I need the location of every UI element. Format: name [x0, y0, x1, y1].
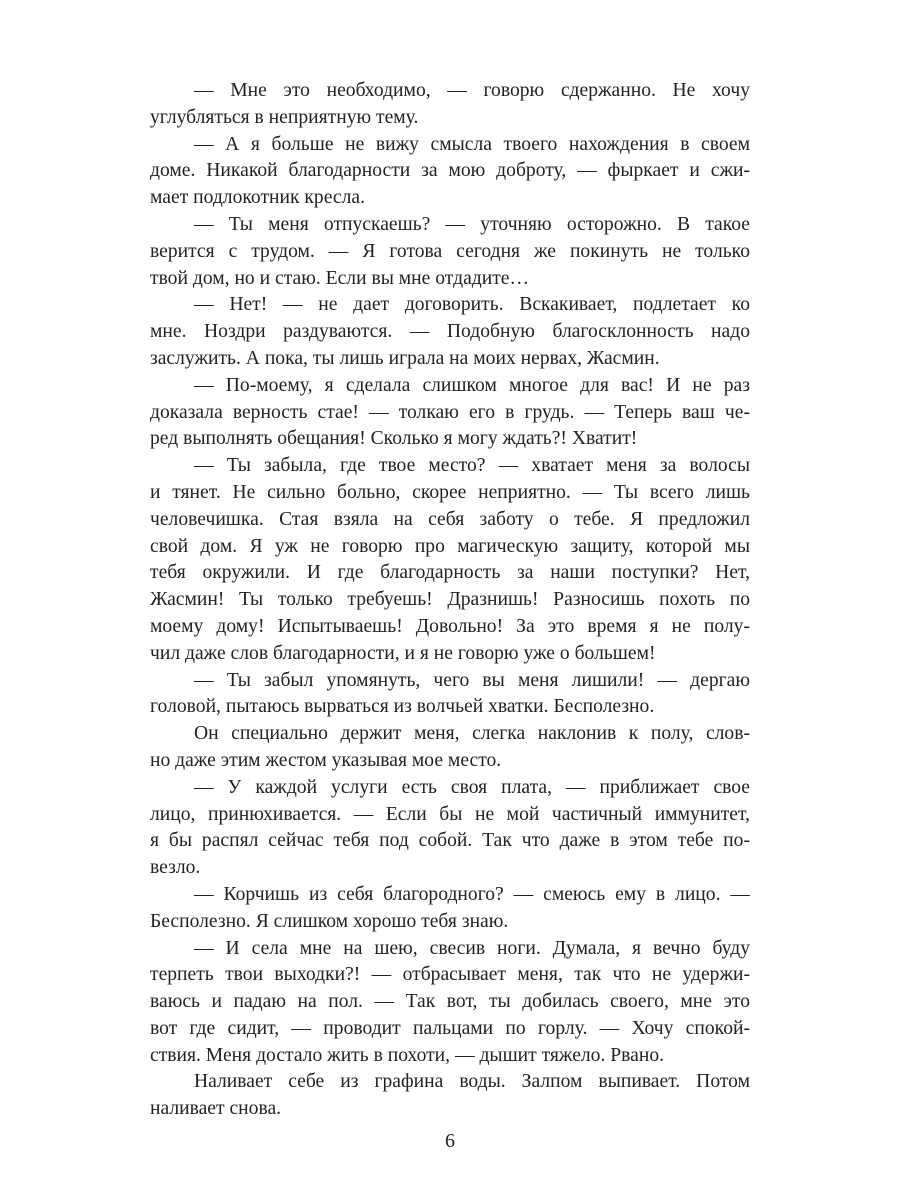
text-line: наливает снова.	[150, 1098, 282, 1120]
text-line: везло.	[150, 857, 201, 879]
text-line: — У каждой услуги есть своя плата, — приближает свое	[194, 776, 750, 798]
text-line: и тянет. Не сильно больно, скорее неприятно. — Ты всего лишь	[150, 481, 750, 503]
page-number: 6	[445, 1130, 455, 1152]
text-line: Бесполезно. Я слишком хорошо тебя знаю.	[150, 910, 509, 932]
text-line: — Ты забыл упомянуть, чего вы меня лишили! — дергаю	[194, 669, 750, 691]
text-line: Жасмин! Ты только требуешь! Дразнишь! Разносишь похоть по	[150, 589, 750, 611]
text-line: человечишка. Стая взяла на себя заботу о тебе. Я предложил	[150, 508, 750, 530]
text-line: ваюсь и падаю на пол. — Так вот, ты добилась своего, мне это	[150, 991, 750, 1013]
text-line: тебя окружили. И где благодарность за наши поступки? Нет,	[150, 562, 750, 584]
text-line: свой дом. Я уж не говорю про магическую защиту, которой мы	[150, 535, 750, 557]
text-line: но даже этим жестом указывая мое место.	[150, 749, 502, 771]
text-line: мает подлокотник кресла.	[150, 187, 365, 209]
text-line: углубляться в неприятную тему.	[150, 106, 419, 128]
text-line: Он специально держит меня, слегка наклонив к полу, слов-	[194, 723, 750, 745]
text-line: головой, пытаюсь вырваться из волчьей хватки. Бесполезно.	[150, 696, 655, 718]
text-line: лицо, принюхивается. — Если бы не мой частичный иммунитет,	[150, 803, 750, 825]
text-line: — Корчишь из себя благородного? — смеюсь ему в лицо. —	[194, 883, 750, 905]
text-line: верится с трудом. — Я готова сегодня же покинуть не только	[150, 240, 750, 262]
text-line: я бы распял сейчас тебя под собой. Так что даже в этом тебе по-	[150, 830, 750, 852]
text-line: вот где сидит, — проводит пальцами по горлу. — Хочу спокой-	[150, 1017, 750, 1039]
text-line: доказала верность стае! — толкаю его в грудь. — Теперь ваш че-	[150, 401, 750, 423]
text-line: Наливает себе из графина воды. Залпом выпивает. Потом	[194, 1071, 750, 1093]
text-line: — Мне это необходимо, — говорю сдержанно. Не хочу	[194, 80, 750, 101]
text-line: мне. Ноздри раздуваются. — Подобную благосклонность надо	[150, 321, 750, 343]
text-line: моему дому! Испытываешь! Довольно! За это время я не полу-	[150, 615, 750, 637]
page-text	[150, 78, 750, 1123]
text-line: чил даже слов благодарности, и я не говорю уже о большем!	[150, 642, 656, 664]
text-line: — А я больше не вижу смысла твоего нахождения в своем	[194, 133, 750, 155]
text-line: заслужить. А пока, ты лишь играла на моих нервах, Жасмин.	[150, 347, 660, 369]
text-line: — Ты забыла, где твое место? — хватает меня за волосы	[194, 455, 750, 477]
text-line: ствия. Меня достало жить в похоти, — дышит тяжело. Рвано.	[150, 1044, 665, 1066]
text-line: — По-моему, я сделала слишком многое для вас! И не раз	[194, 374, 750, 396]
text-line: твой дом, но и стаю. Если вы мне отдадите…	[150, 267, 530, 289]
text-line: — Нет! — не дает договорить. Вскакивает, подлетает ко	[194, 294, 750, 316]
text-line: ред выполнять обещания! Сколько я могу ждать?! Хватит!	[150, 428, 638, 450]
text-line: доме. Никакой благодарности за мою доброту, — фыркает и сжи-	[150, 160, 750, 182]
text-line: — Ты меня отпускаешь? — уточняю осторожно. В такое	[194, 213, 750, 235]
text-line: терпеть твои выходки?! — отбрасывает меня, так что не удержи-	[150, 964, 750, 986]
text-line: — И села мне на шею, свесив ноги. Думала, я вечно буду	[194, 937, 750, 959]
